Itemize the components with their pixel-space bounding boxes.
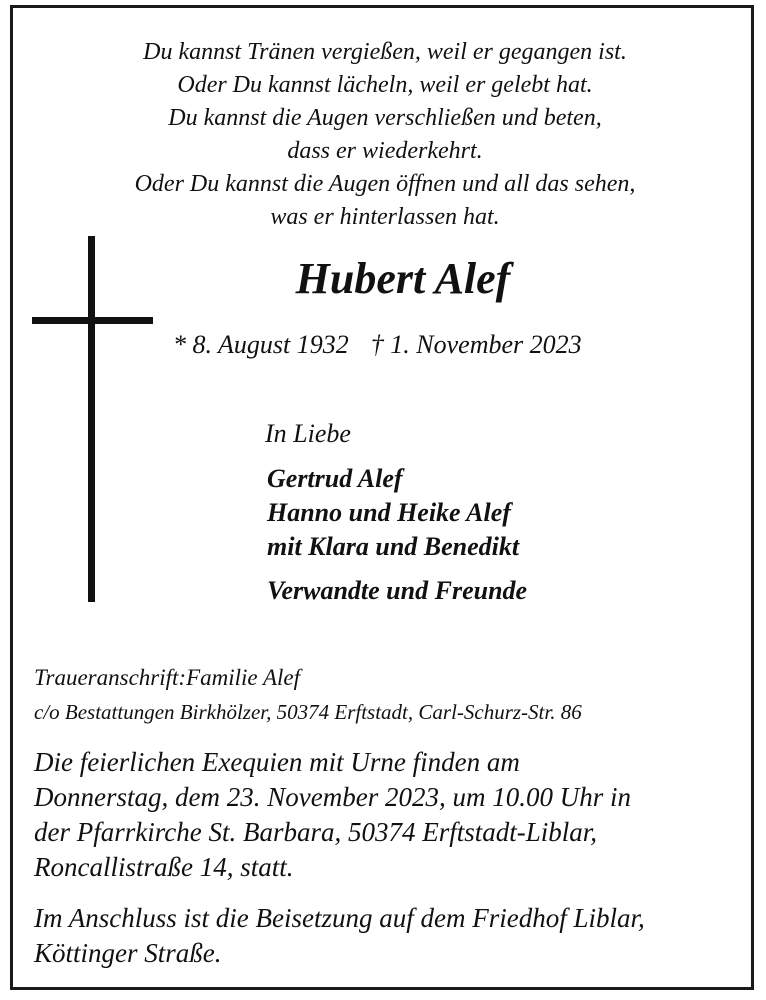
poem-line: Du kannst die Augen verschließen und beten, [168,105,602,131]
cross-vertical-bar [88,236,95,602]
mourner-line: Hanno und Heike Alef [267,498,511,527]
service-line: Donnerstag, dem 23. November 2023, um 10.00 Uhr in [34,782,631,812]
life-dates [173,328,633,362]
service-line: Roncallistraße 14, statt. [34,852,294,882]
mourning-address-line: c/o Bestattungen Birkhölzer, 50374 Erftstadt, Carl-Schurz-Str. 86 [34,700,582,724]
burial-line: Im Anschluss ist die Beisetzung auf dem Friedhof Liblar, [34,903,645,933]
poem-line: was er hinterlassen hat. [270,204,500,230]
mourner-relatives: Verwandte und Freunde [267,576,528,605]
service-line: Die feierlichen Exequien mit Urne finden am [34,747,520,777]
poem-line: dass er wiederkehrt. [287,138,483,164]
poem [13,36,757,234]
mourning-address-label: Traueranschrift:Familie Alef [34,665,300,690]
burial-details [34,901,749,971]
poem-line: Du kannst Tränen vergießen, weil er gegangen ist. [143,39,627,65]
poem-line: Oder Du kannst die Augen öffnen und all das sehen, [134,171,636,197]
closing-phrase: In Liebe [265,419,351,448]
mourner-line: mit Klara und Benedikt [267,532,520,561]
service-details [34,745,749,885]
birth-date: * 8. August 1932 [173,330,349,359]
burial-line: Köttinger Straße. [34,938,222,968]
obituary-card [10,5,754,990]
cross-horizontal-bar [32,317,153,324]
mourners-list [267,462,527,608]
deceased-name: Hubert Alef [295,254,511,303]
mourner-line: Gertrud Alef [267,464,403,493]
service-line: der Pfarrkirche St. Barbara, 50374 Erftstadt-Liblar, [34,817,598,847]
death-date: † 1. November 2023 [370,330,582,359]
poem-line: Oder Du kannst lächeln, weil er gelebt hat. [177,72,593,98]
